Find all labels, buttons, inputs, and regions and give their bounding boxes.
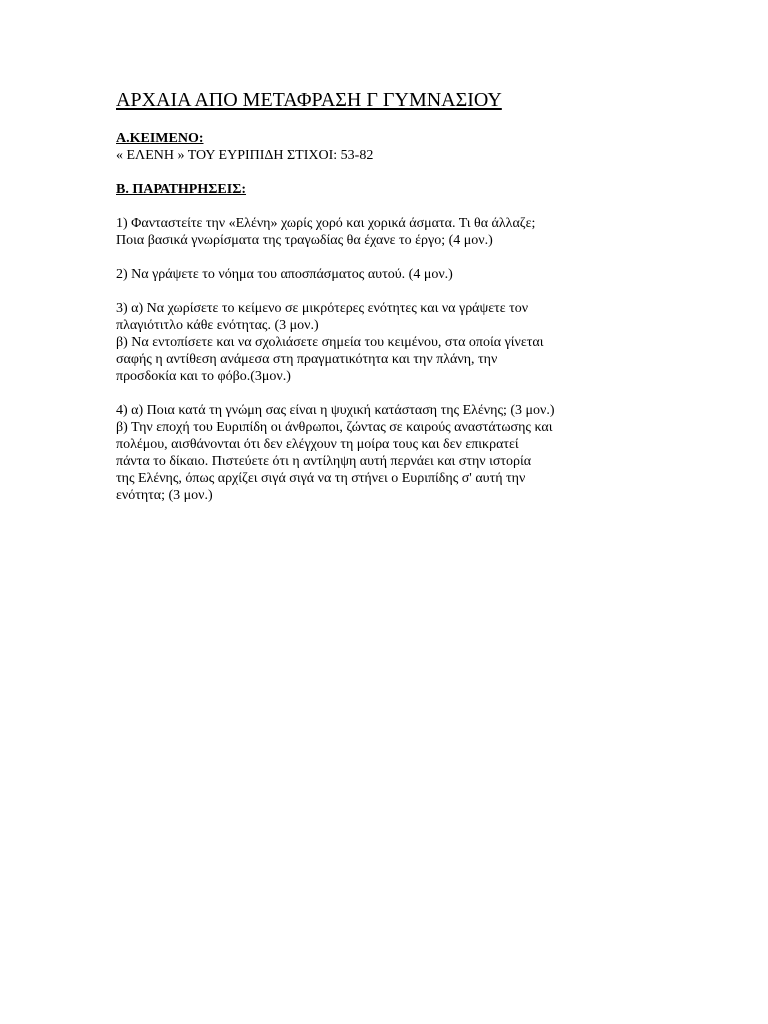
question-line: 3) α) Να χωρίσετε το κείμενο σε μικρότερες ενότητες και να γράψετε τον: [116, 301, 529, 316]
question-line: ενότητα; (3 μον.): [116, 488, 213, 503]
question-line: 1) Φανταστείτε την «Ελένη» χωρίς χορό και χορικά άσματα. Τι θα άλλαζε;: [116, 216, 536, 231]
spacer: [116, 283, 716, 300]
spacer: [116, 385, 716, 402]
document-page: [116, 88, 716, 504]
spacer: [116, 249, 716, 266]
spacer: [116, 164, 716, 181]
question-line: πολέμου, αισθάνονται ότι δεν ελέγχουν τη μοίρα τους και δεν επικρατεί: [116, 437, 519, 452]
section-a-text: « ΕΛΕΝΗ » ΤΟΥ ΕΥΡΙΠΙΔΗ ΣΤΙΧΟΙ: 53-82: [116, 148, 374, 163]
question-line: β) Την εποχή του Ευριπίδη οι άνθρωποι, ζώντας σε καιρούς αναστάτωσης και: [116, 420, 553, 435]
question-line: προσδοκία και το φόβο.(3μον.): [116, 369, 291, 384]
section-b-heading: Β. ΠΑΡΑΤΗΡΗΣΕΙΣ:: [116, 182, 247, 197]
question-3: [116, 300, 716, 385]
spacer: [116, 198, 716, 215]
question-line: 2) Να γράψετε το νόημα του αποσπάσματος αυτού. (4 μον.): [116, 267, 453, 282]
question-line: Ποια βασικά γνωρίσματα της τραγωδίας θα έχανε το έργο; (4 μον.): [116, 233, 493, 248]
section-a-heading: Α.ΚΕΙΜΕΝΟ:: [116, 131, 204, 146]
question-line: πλαγιότιτλο κάθε ενότητας. (3 μον.): [116, 318, 319, 333]
question-line: πάντα το δίκαιο. Πιστεύετε ότι η αντίληψη αυτή περνάει και στην ιστορία: [116, 454, 532, 469]
question-1: [116, 215, 716, 249]
question-line: 4) α) Ποια κατά τη γνώμη σας είναι η ψυχική κατάσταση της Ελένης; (3 μον.): [116, 403, 555, 418]
question-line: σαφής η αντίθεση ανάμεσα στη πραγματικότητα και την πλάνη, την: [116, 352, 498, 367]
question-line: β) Να εντοπίσετε και να σχολιάσετε σημεία του κειμένου, στα οποία γίνεται: [116, 335, 544, 350]
question-line: της Ελένης, όπως αρχίζει σιγά σιγά να τη στήνει ο Ευριπίδης σ' αυτή την: [116, 471, 526, 486]
document-title: ΑΡΧΑΙΑ ΑΠΟ ΜΕΤΑΦΡΑΣΗ Γ ΓΥΜΝΑΣΙΟΥ: [116, 89, 502, 111]
question-4: [116, 402, 716, 504]
question-2: [116, 266, 716, 283]
